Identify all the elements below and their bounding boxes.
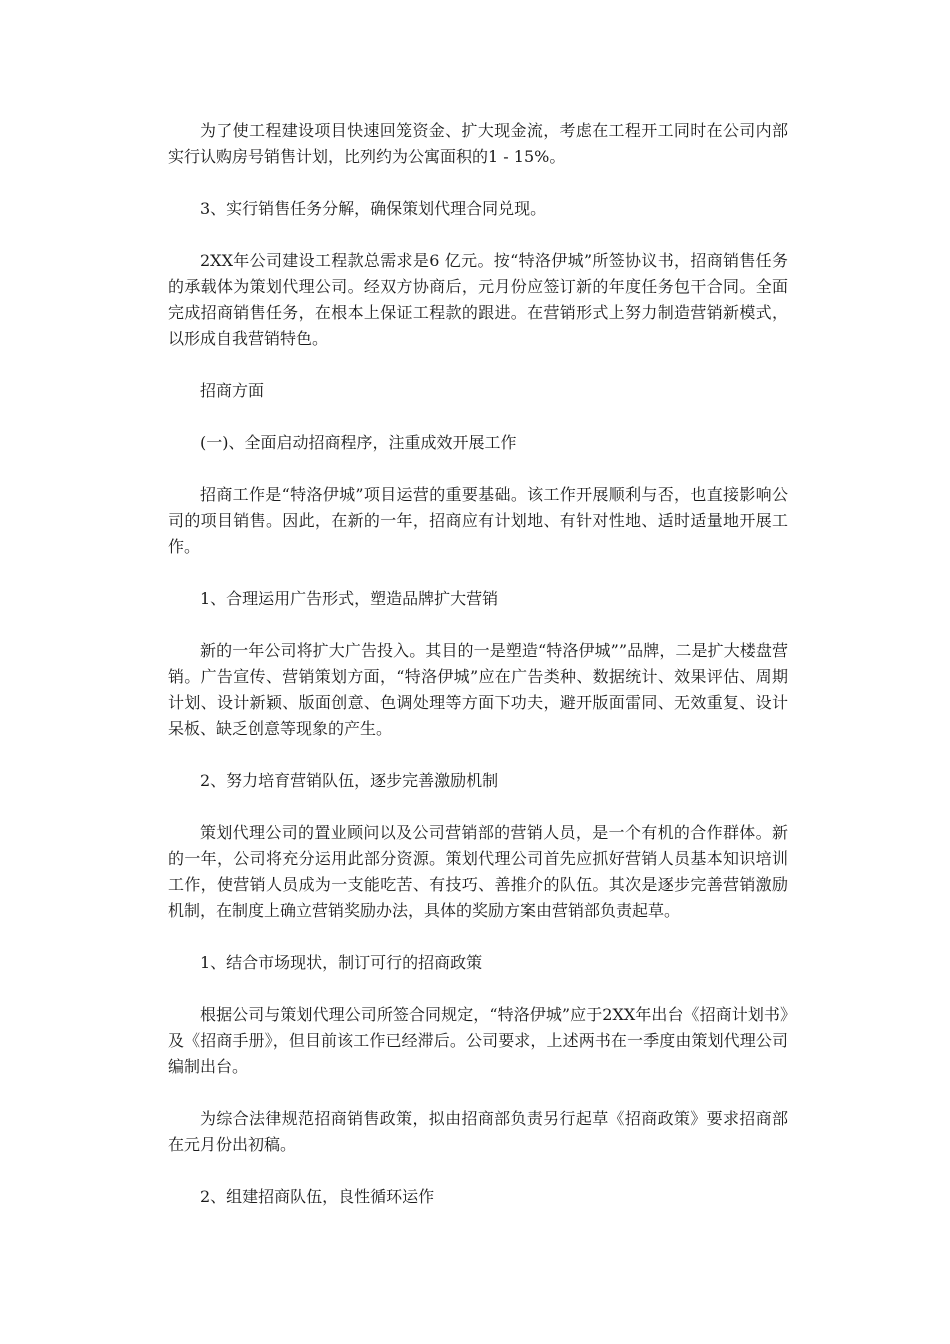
heading-sales-task-breakdown: 3、实行销售任务分解，确保策划代理合同兑现。 [200, 199, 547, 218]
paragraph-advertising: 新的一年公司将扩大广告投入。其目的一是塑造“特洛伊城””品牌，二是扩大楼盘营销。广告宣传、营销策划方面，“特洛伊城”应在广告类种、数据统计、效果评估、周期计划、设计新颖、版面创意、色调处理等方面下功夫，避开版面雷同、无效重复、设计呆板、缺乏创意等现象的产生。 [168, 641, 788, 738]
document-page [168, 118, 788, 1236]
paragraph-investment-importance: 招商工作是“特洛伊城”项目运营的重要基础。该工作开展顺利与否，也直接影响公司的项目销售。因此，在新的一年，招商应有计划地、有针对性地、适时适量地开展工作。 [168, 485, 788, 556]
paragraph-construction-funding: 2XX年公司建设工程款总需求是6 亿元。按“特洛伊城”所签协议书，招商销售任务的承载体为策划代理公司。经双方协商后，元月份应签订新的年度任务包干合同。全面完成招商销售任务，在根本上保证工程款的跟进。在营销形式上努力制造营销新模式，以形成自我营销特色。 [168, 251, 788, 348]
heading-investment-team: 2、组建招商队伍，良性循环运作 [200, 1187, 435, 1206]
heading-launch-investment-program: (一)、全面启动招商程序，注重成效开展工作 [200, 433, 517, 452]
paragraph-investment-plan-books: 根据公司与策划代理公司所签合同规定，“特洛伊城”应于2XX年出台《招商计划书》及《招商手册》，但目前该工作已经滞后。公司要求，上述两书在一季度由策划代理公司编制出台。 [168, 1005, 788, 1076]
heading-advertising: 1、合理运用广告形式，塑造品牌扩大营销 [200, 589, 499, 608]
heading-investment-policy: 1、结合市场现状，制订可行的招商政策 [200, 953, 483, 972]
paragraph-investment-policy-draft: 为综合法律规范招商销售政策，拟由招商部负责另行起草《招商政策》要求招商部在元月份出初稿。 [168, 1109, 788, 1154]
heading-investment-section: 招商方面 [200, 381, 265, 400]
paragraph-sales-team: 策划代理公司的置业顾问以及公司营销部的营销人员，是一个有机的合作群体。新的一年，公司将充分运用此部分资源。策划代理公司首先应抓好营销人员基本知识培训工作，使营销人员成为一支能吃苦、有技巧、善推介的队伍。其次是逐步完善营销激励机制，在制度上确立营销奖励办法，具体的奖励方案由营销部负责起草。 [168, 823, 788, 920]
paragraph-presale-plan: 为了使工程建设项目快速回笼资金、扩大现金流，考虑在工程开工同时在公司内部实行认购房号销售计划，比列约为公寓面积的1 - 15%。 [168, 121, 788, 166]
heading-sales-team: 2、努力培育营销队伍，逐步完善激励机制 [200, 771, 499, 790]
